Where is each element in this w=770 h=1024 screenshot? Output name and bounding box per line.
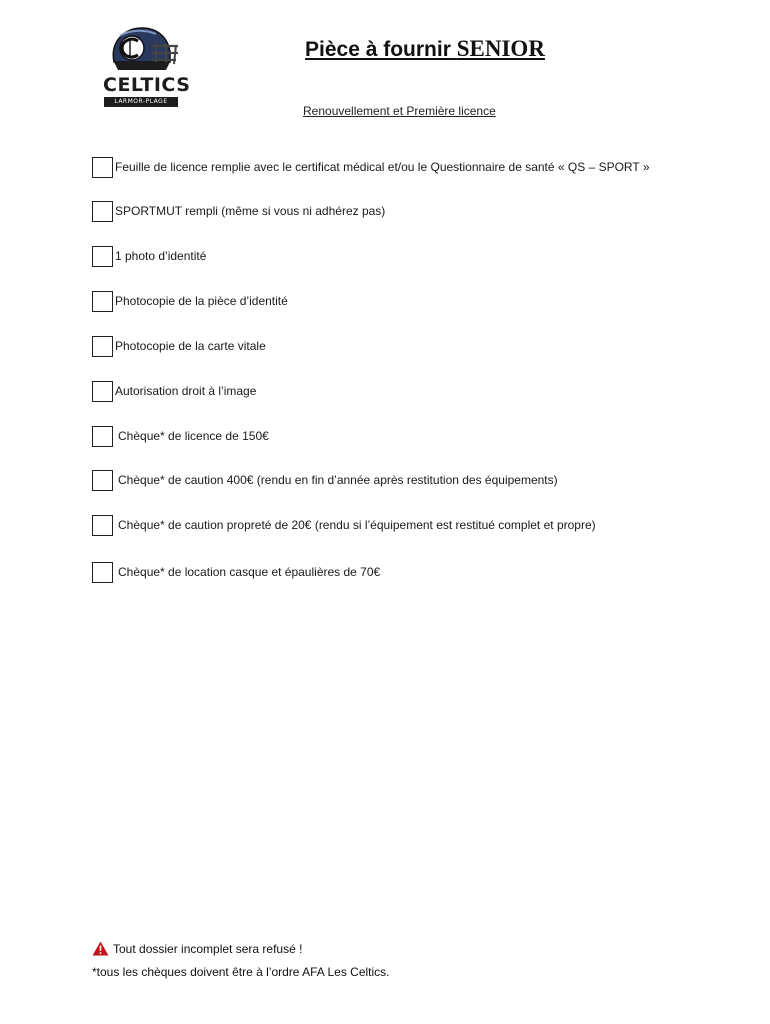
checklist-item[interactable] <box>92 468 558 492</box>
checklist-item-label: 1 photo d’identité <box>115 249 207 263</box>
helmet-icon <box>100 22 184 78</box>
checklist-item-label: Photocopie de la carte vitale <box>115 339 266 353</box>
checkbox[interactable] <box>92 336 113 357</box>
title-main: Pièce à fournir <box>305 38 451 61</box>
checkbox[interactable] <box>92 562 113 583</box>
checkbox[interactable] <box>92 157 113 178</box>
checklist-item[interactable] <box>92 155 650 179</box>
checklist-item[interactable] <box>92 424 269 448</box>
page-subtitle: Renouvellement et Première licence <box>303 104 496 118</box>
checklist-item[interactable] <box>92 244 206 268</box>
checklist-item-label: Chèque* de licence de 150€ <box>118 429 269 443</box>
logo-subtext: LARMOR-PLAGE <box>104 97 178 107</box>
warning-triangle-icon <box>92 941 109 956</box>
page-title <box>305 36 545 62</box>
checklist-item-label: Photocopie de la pièce d’identité <box>115 294 288 308</box>
checklist-item[interactable] <box>92 560 380 584</box>
warning-text: Tout dossier incomplet sera refusé ! <box>113 941 303 956</box>
title-category: SENIOR <box>456 36 545 61</box>
logo-text: CELTICS <box>103 74 191 96</box>
checklist-item[interactable] <box>92 379 256 403</box>
checklist-item-label: Chèque* de location casque et épaulières de 70€ <box>118 565 381 579</box>
checkbox[interactable] <box>92 201 113 222</box>
checkbox[interactable] <box>92 246 113 267</box>
checklist-item[interactable] <box>92 289 288 313</box>
checkbox[interactable] <box>92 291 113 312</box>
payment-note: *tous les chèques doivent être à l’ordre AFA Les Celtics. <box>92 965 390 979</box>
checklist-item-label: Chèque* de caution propreté de 20€ (rendu si l’équipement est restitué complet et propre) <box>118 518 596 532</box>
checklist-item[interactable] <box>92 199 385 223</box>
checklist-item-label: SPORTMUT rempli (même si vous ni adhérez pas) <box>115 204 386 218</box>
checkbox[interactable] <box>92 470 113 491</box>
checkbox[interactable] <box>92 381 113 402</box>
warning-notice <box>92 941 302 956</box>
checklist-item[interactable] <box>92 513 596 537</box>
checklist-item-label: Autorisation droit à l’image <box>115 384 257 398</box>
checkbox[interactable] <box>92 515 113 536</box>
checklist-item-label: Chèque* de caution 400€ (rendu en fin d’année après restitution des équipements) <box>118 473 558 487</box>
checklist-item-label: Feuille de licence remplie avec le certificat médical et/ou le Questionnaire de santé « QS – SPORT » <box>115 160 650 174</box>
checkbox[interactable] <box>92 426 113 447</box>
checklist-item[interactable] <box>92 334 266 358</box>
